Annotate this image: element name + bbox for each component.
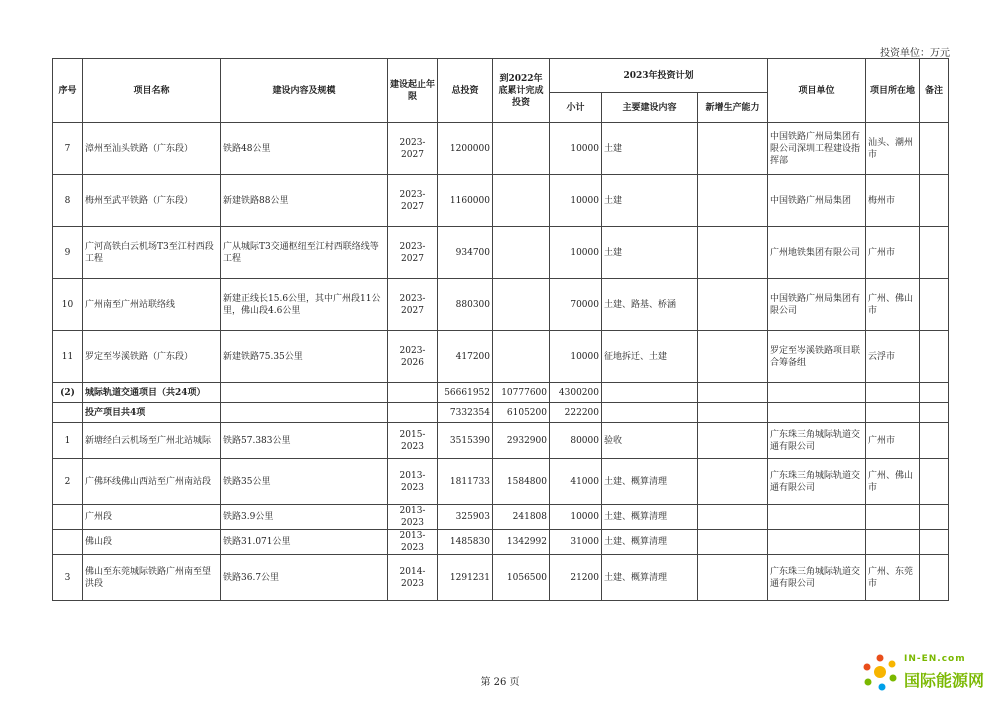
col-content: 建设内容及规模 — [221, 59, 388, 123]
cell-capacity — [698, 383, 768, 403]
cell-subtotal: 41000 — [550, 459, 602, 505]
cell-unit: 广东珠三角城际轨道交通有限公司 — [768, 423, 866, 459]
cell-name: 漳州至汕头铁路（广东段） — [83, 123, 221, 175]
cell-subtotal: 10000 — [550, 331, 602, 383]
cell-main: 土建 — [602, 175, 698, 227]
page-number: 第 26 页 — [480, 677, 520, 688]
col-location: 项目所在地 — [866, 59, 920, 123]
watermark-site: IN-EN.com — [904, 654, 966, 664]
cell-subtotal: 80000 — [550, 423, 602, 459]
col-name: 项目名称 — [83, 59, 221, 123]
cell-location — [866, 403, 920, 423]
cell-main: 土建 — [602, 123, 698, 175]
cell-content — [221, 383, 388, 403]
cell-location: 广州市 — [866, 423, 920, 459]
cell-remark — [920, 175, 949, 227]
cell-main: 土建、概算清理 — [602, 459, 698, 505]
cell-total: 7332354 — [438, 403, 493, 423]
cell-capacity — [698, 555, 768, 601]
cell-cumulative — [493, 175, 550, 227]
col-period: 建设起止年限 — [388, 59, 438, 123]
cell-cumulative: 2932900 — [493, 423, 550, 459]
table-row — [53, 530, 949, 555]
cell-unit — [768, 383, 866, 403]
table-row — [53, 403, 949, 423]
cell-seq: 9 — [53, 227, 83, 279]
col-seq: 序号 — [53, 59, 83, 123]
cell-capacity — [698, 530, 768, 555]
cell-total: 1200000 — [438, 123, 493, 175]
cell-total: 56661952 — [438, 383, 493, 403]
cell-main: 土建 — [602, 227, 698, 279]
cell-remark — [920, 279, 949, 331]
cell-main: 土建、路基、桥涵 — [602, 279, 698, 331]
cell-content: 广从城际T3交通枢纽至江村西联络线等工程 — [221, 227, 388, 279]
cell-period: 2015-2023 — [388, 423, 438, 459]
cell-subtotal: 10000 — [550, 505, 602, 530]
cell-capacity — [698, 175, 768, 227]
cell-remark — [920, 555, 949, 601]
col-total: 总投资 — [438, 59, 493, 123]
table-row — [53, 505, 949, 530]
cell-location: 梅州市 — [866, 175, 920, 227]
cell-cumulative: 1342992 — [493, 530, 550, 555]
cell-name: 佛山至东莞城际铁路广州南至望洪段 — [83, 555, 221, 601]
cell-content — [221, 403, 388, 423]
cell-subtotal: 10000 — [550, 227, 602, 279]
cell-location — [866, 530, 920, 555]
col-remark: 备注 — [920, 59, 949, 123]
cell-remark — [920, 505, 949, 530]
cell-subtotal: 70000 — [550, 279, 602, 331]
col-capacity: 新增生产能力 — [698, 93, 768, 123]
cell-name: 投产项目共4项 — [83, 403, 221, 423]
cell-remark — [920, 423, 949, 459]
cell-location: 广州市 — [866, 227, 920, 279]
cell-subtotal: 4300200 — [550, 383, 602, 403]
cell-unit — [768, 505, 866, 530]
cell-content: 铁路36.7公里 — [221, 555, 388, 601]
cell-remark — [920, 403, 949, 423]
col-subtotal: 小计 — [550, 93, 602, 123]
cell-seq: (2) — [53, 383, 83, 403]
cell-cumulative — [493, 331, 550, 383]
cell-remark — [920, 331, 949, 383]
table-row — [53, 383, 949, 403]
cell-total: 1811733 — [438, 459, 493, 505]
cell-total: 1291231 — [438, 555, 493, 601]
table-row — [53, 331, 949, 383]
cell-cumulative: 241808 — [493, 505, 550, 530]
cell-content: 铁路31.071公里 — [221, 530, 388, 555]
cell-main — [602, 403, 698, 423]
cell-period: 2023-2027 — [388, 175, 438, 227]
cell-total: 417200 — [438, 331, 493, 383]
cell-capacity — [698, 331, 768, 383]
cell-name: 梅州至武平铁路（广东段） — [83, 175, 221, 227]
cell-content: 铁路57.383公里 — [221, 423, 388, 459]
cell-remark — [920, 459, 949, 505]
cell-seq: 10 — [53, 279, 83, 331]
cell-content: 铁路48公里 — [221, 123, 388, 175]
cell-unit: 广东珠三角城际轨道交通有限公司 — [768, 459, 866, 505]
table-row — [53, 555, 949, 601]
cell-name: 罗定至岑溪铁路（广东段） — [83, 331, 221, 383]
cell-unit: 中国铁路广州局集团有限公司深圳工程建设指挥部 — [768, 123, 866, 175]
cell-location: 云浮市 — [866, 331, 920, 383]
cell-period: 2013-2023 — [388, 505, 438, 530]
cell-capacity — [698, 123, 768, 175]
cell-seq — [53, 403, 83, 423]
cell-period: 2023-2027 — [388, 279, 438, 331]
cell-unit: 广州地铁集团有限公司 — [768, 227, 866, 279]
cell-main: 征地拆迁、土建 — [602, 331, 698, 383]
cell-content: 铁路35公里 — [221, 459, 388, 505]
cell-unit: 中国铁路广州局集团有限公司 — [768, 279, 866, 331]
cell-remark — [920, 530, 949, 555]
table-row — [53, 227, 949, 279]
cell-name: 广州南至广州站联络线 — [83, 279, 221, 331]
cell-location: 广州、佛山市 — [866, 459, 920, 505]
cell-seq: 8 — [53, 175, 83, 227]
cell-total: 880300 — [438, 279, 493, 331]
table-row — [53, 123, 949, 175]
cell-cumulative: 1584800 — [493, 459, 550, 505]
cell-capacity — [698, 459, 768, 505]
col-plan-2023: 2023年投资计划 — [550, 59, 768, 93]
cell-period — [388, 403, 438, 423]
table-row — [53, 459, 949, 505]
cell-period: 2023-2027 — [388, 227, 438, 279]
table-row — [53, 279, 949, 331]
cell-seq — [53, 530, 83, 555]
cell-content: 新建铁路88公里 — [221, 175, 388, 227]
cell-content: 新建铁路75.35公里 — [221, 331, 388, 383]
cell-seq: 3 — [53, 555, 83, 601]
cell-subtotal: 222200 — [550, 403, 602, 423]
cell-unit — [768, 403, 866, 423]
cell-main: 验收 — [602, 423, 698, 459]
cell-unit: 中国铁路广州局集团 — [768, 175, 866, 227]
cell-location — [866, 383, 920, 403]
cell-capacity — [698, 403, 768, 423]
cell-subtotal: 31000 — [550, 530, 602, 555]
cell-main: 土建、概算清理 — [602, 530, 698, 555]
investment-table — [52, 58, 949, 601]
watermark-logo — [860, 648, 990, 698]
cell-cumulative — [493, 227, 550, 279]
cell-period — [388, 383, 438, 403]
cell-total: 1485830 — [438, 530, 493, 555]
cell-capacity — [698, 423, 768, 459]
cell-location: 汕头、潮州市 — [866, 123, 920, 175]
cell-unit: 罗定至岑溪铁路项目联合筹备组 — [768, 331, 866, 383]
cell-remark — [920, 383, 949, 403]
cell-cumulative: 10777600 — [493, 383, 550, 403]
cell-unit: 广东珠三角城际轨道交通有限公司 — [768, 555, 866, 601]
cell-seq — [53, 505, 83, 530]
cell-name: 城际轨道交通项目（共24项） — [83, 383, 221, 403]
cell-location: 广州、佛山市 — [866, 279, 920, 331]
cell-remark — [920, 123, 949, 175]
cell-subtotal: 10000 — [550, 175, 602, 227]
cell-period: 2014-2023 — [388, 555, 438, 601]
cell-total: 3515390 — [438, 423, 493, 459]
cell-capacity — [698, 505, 768, 530]
cell-total: 934700 — [438, 227, 493, 279]
table-row — [53, 423, 949, 459]
col-cumulative: 到2022年底累计完成投资 — [493, 59, 550, 123]
cell-subtotal: 21200 — [550, 555, 602, 601]
cell-main: 土建、概算清理 — [602, 505, 698, 530]
cell-remark — [920, 227, 949, 279]
cell-main: 土建、概算清理 — [602, 555, 698, 601]
table-row — [53, 175, 949, 227]
cell-capacity — [698, 279, 768, 331]
cell-name: 广佛环线佛山西站至广州南站段 — [83, 459, 221, 505]
cell-name: 广州段 — [83, 505, 221, 530]
cell-content: 新建正线长15.6公里，其中广州段11公里，佛山段4.6公里 — [221, 279, 388, 331]
cell-cumulative — [493, 123, 550, 175]
cell-seq: 7 — [53, 123, 83, 175]
cell-seq: 1 — [53, 423, 83, 459]
watermark-name: 国际能源网 — [904, 671, 985, 690]
cell-name: 广河高铁白云机场T3至江村西段工程 — [83, 227, 221, 279]
cell-subtotal: 10000 — [550, 123, 602, 175]
cell-period: 2023-2026 — [388, 331, 438, 383]
cell-content: 铁路3.9公里 — [221, 505, 388, 530]
cell-period: 2013-2023 — [388, 530, 438, 555]
cell-unit — [768, 530, 866, 555]
cell-main — [602, 383, 698, 403]
cell-seq: 2 — [53, 459, 83, 505]
cell-total: 325903 — [438, 505, 493, 530]
cell-period: 2013-2023 — [388, 459, 438, 505]
col-unit: 项目单位 — [768, 59, 866, 123]
cell-seq: 11 — [53, 331, 83, 383]
cell-location — [866, 505, 920, 530]
sun-logo-icon — [860, 652, 900, 692]
col-main-content: 主要建设内容 — [602, 93, 698, 123]
cell-cumulative — [493, 279, 550, 331]
cell-total: 1160000 — [438, 175, 493, 227]
cell-cumulative: 1056500 — [493, 555, 550, 601]
cell-name: 新塘经白云机场至广州北站城际 — [83, 423, 221, 459]
cell-name: 佛山段 — [83, 530, 221, 555]
cell-cumulative: 6105200 — [493, 403, 550, 423]
header-row — [53, 59, 949, 93]
cell-location: 广州、东莞市 — [866, 555, 920, 601]
cell-period: 2023-2027 — [388, 123, 438, 175]
cell-capacity — [698, 227, 768, 279]
investment-unit-label: 投资单位：万元 — [880, 48, 950, 59]
